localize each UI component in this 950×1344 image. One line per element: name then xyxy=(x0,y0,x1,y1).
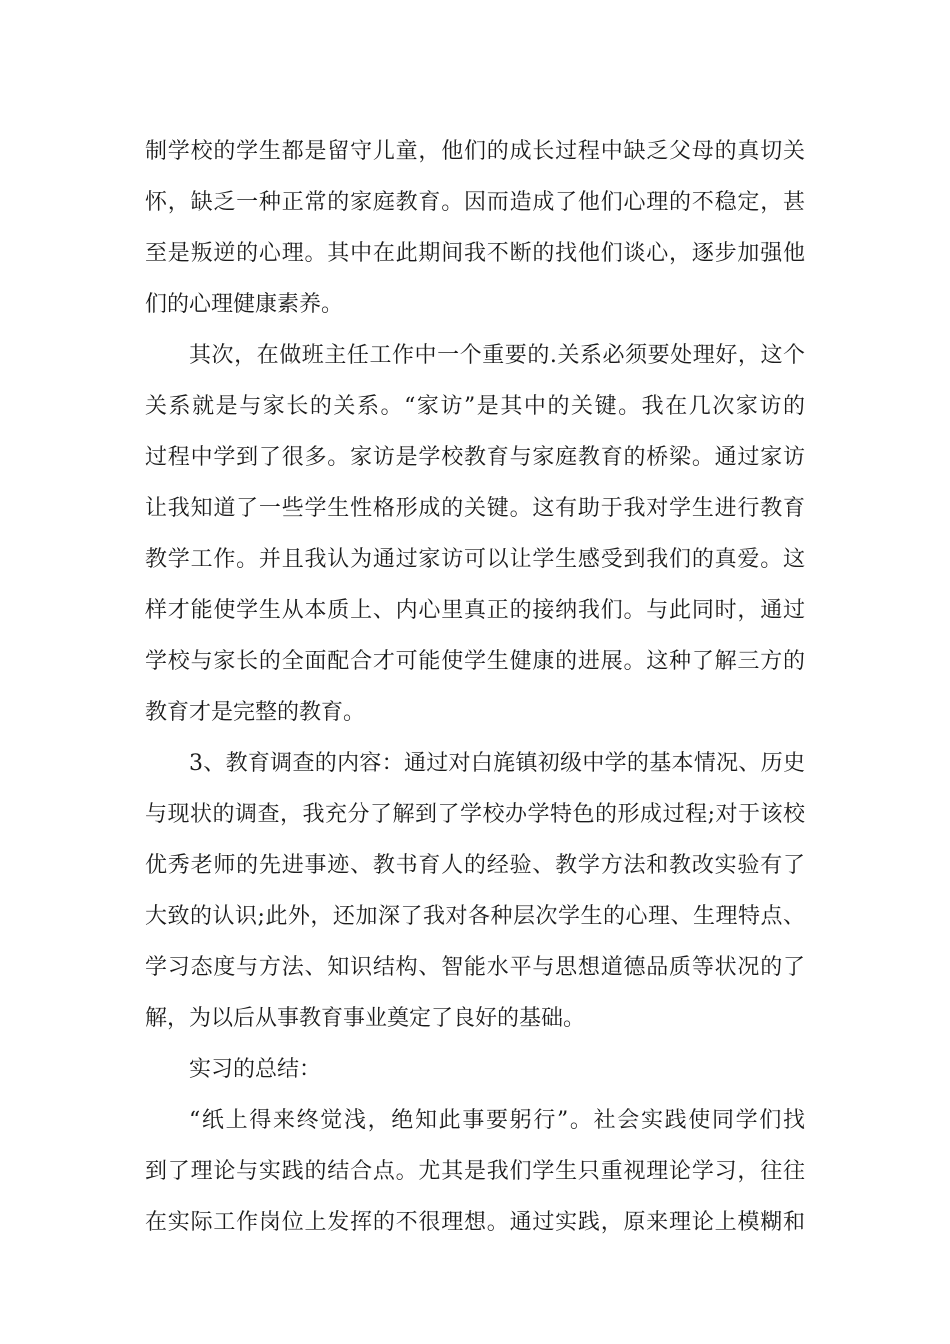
text-line: 至是叛逆的心理。其中在此期间我不断的找他们谈心，逐步加强他 xyxy=(145,241,805,266)
text-line: 与现状的调查，我充分了解到了学校办学特色的形成过程;对于该校 xyxy=(145,802,805,827)
text-line: 到了理论与实践的结合点。尤其是我们学生只重视理论学习，往往 xyxy=(145,1159,805,1184)
text-line: 关系就是与家长的关系。“家访”是其中的关键。我在几次家访的 xyxy=(145,394,805,419)
text-line: 们的心理健康素养。 xyxy=(145,292,344,317)
text-line: 学习态度与方法、知识结构、智能水平与思想道德品质等状况的了 xyxy=(145,955,805,980)
text-line: 怀，缺乏一种正常的家庭教育。因而造成了他们心理的不稳定，甚 xyxy=(145,190,805,215)
text-line: 教学工作。并且我认为通过家访可以让学生感受到我们的真爱。这 xyxy=(145,547,805,572)
text-line: 教育才是完整的教育。 xyxy=(145,700,366,725)
paragraph-start-line: 其次，在做班主任工作中一个重要的.关系必须要处理好，这个 xyxy=(189,343,805,368)
paragraph-start-line: 3、教育调查的内容：通过对白旄镇初级中学的基本情况、历史 xyxy=(189,751,805,776)
section-heading: 实习的总结： xyxy=(189,1057,322,1082)
paragraph-start-line: “纸上得来终觉浅，绝知此事要躬行”。社会实践使同学们找 xyxy=(189,1108,805,1133)
text-line: 在实际工作岗位上发挥的不很理想。通过实践，原来理论上模糊和 xyxy=(145,1210,805,1235)
text-line: 解，为以后从事教育事业奠定了良好的基础。 xyxy=(145,1006,586,1031)
text-line: 学校与家长的全面配合才可能使学生健康的进展。这种了解三方的 xyxy=(145,649,805,674)
text-line: 大致的认识;此外，还加深了我对各种层次学生的心理、生理特点、 xyxy=(145,904,805,929)
text-line: 优秀老师的先进事迹、教书育人的经验、教学方法和教改实验有了 xyxy=(145,853,805,878)
body-text xyxy=(145,126,805,1248)
text-line: 样才能使学生从本质上、内心里真正的接纳我们。与此同时，通过 xyxy=(145,598,805,623)
text-line: 让我知道了一些学生性格形成的关键。这有助于我对学生进行教育 xyxy=(145,496,805,521)
text-line: 过程中学到了很多。家访是学校教育与家庭教育的桥梁。通过家访 xyxy=(145,445,805,470)
text-line: 制学校的学生都是留守儿童，他们的成长过程中缺乏父母的真切关 xyxy=(145,139,805,164)
